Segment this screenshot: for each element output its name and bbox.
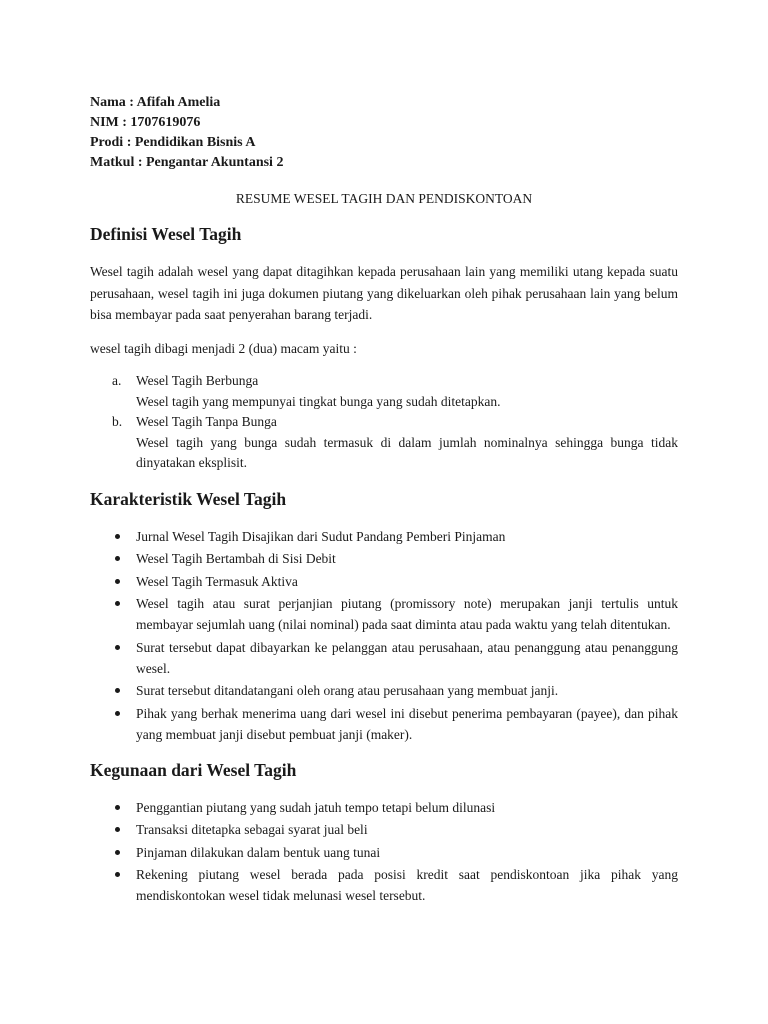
list-item-text: Wesel Tagih Termasuk Aktiva: [136, 573, 298, 589]
bullet-icon: [115, 601, 120, 606]
definisi-paragraph: Wesel tagih adalah wesel yang dapat ditagihkan kepada perusahaan lain yang memiliki utang kepada suatu perusahaan, wesel tagih ini juga dokumen piutang yang dikeluarkan oleh pihak perusahaan lain yang belum bisa membayar pada saat penyerahan barang terjadi.: [90, 264, 678, 322]
list-marker: a.: [112, 373, 122, 388]
list-marker: b.: [112, 414, 123, 429]
list-item-text: Rekening piutang wesel berada pada posisi kredit saat pendiskontoan jika pihak yang mendiskontokan wesel tidak melunasi wesel tersebut.: [136, 867, 678, 903]
type-description: Wesel tagih yang mempunyai tingkat bunga yang sudah ditetapkan.: [136, 393, 501, 409]
list-item: [90, 797, 678, 818]
list-item-text: Penggantian piutang yang sudah jatuh tempo tetapi belum dilunasi: [136, 799, 496, 815]
list-item: [90, 412, 678, 474]
list-item: [90, 864, 678, 906]
student-matkul: Matkul : Pengantar Akuntansi 2: [90, 155, 284, 170]
student-nim: NIM : 1707619076: [90, 115, 201, 130]
section-heading-definisi: Definisi Wesel Tagih: [90, 224, 242, 244]
definisi-intro: wesel tagih dibagi menjadi 2 (dua) macam yaitu :: [90, 340, 357, 356]
list-item: [90, 371, 678, 412]
list-item: [90, 842, 678, 863]
section-heading-karakteristik: Karakteristik Wesel Tagih: [90, 488, 287, 509]
list-item: [90, 637, 678, 679]
type-description: Wesel tagih yang bunga sudah termasuk di dalam jumlah nominalnya sehingga bunga tidak dinyatakan eksplisit.: [136, 434, 678, 470]
kegunaan-list: [90, 797, 678, 907]
list-item: [90, 680, 678, 701]
bullet-icon: [115, 872, 120, 877]
karakteristik-list: [90, 526, 678, 745]
list-item-text: Surat tersebut ditandatangani oleh orang atau perusahaan yang membuat janji.: [136, 683, 559, 698]
list-item-text: Wesel Tagih Bertambah di Sisi Debit: [136, 551, 336, 566]
list-item-text: Wesel tagih atau surat perjanjian piutang (promissory note) merupakan janji tertulis untuk membayar sejumlah uang (nilai nominal) pada saat diminta atau pada waktu yang telah ditentukan.: [136, 596, 678, 632]
document-body: [90, 93, 678, 908]
student-prodi: Prodi : Pendidikan Bisnis A: [90, 135, 256, 150]
bullet-icon: [115, 805, 120, 810]
wesel-types-list: [90, 371, 678, 474]
list-item-text: Pinjaman dilakukan dalam bentuk uang tunai: [136, 844, 381, 860]
section-heading-kegunaan: Kegunaan dari Wesel Tagih: [90, 759, 297, 780]
student-info: [90, 93, 678, 173]
list-item: [90, 819, 678, 840]
list-item: [90, 703, 678, 745]
list-item: [90, 548, 678, 569]
bullet-icon: [115, 534, 120, 539]
student-name: Nama : Afifah Amelia: [90, 95, 221, 110]
type-title: Wesel Tagih Tanpa Bunga: [136, 414, 277, 429]
list-item-text: Surat tersebut dapat dibayarkan ke pelanggan atau perusahaan, atau penanggung atau penanggung wesel.: [136, 639, 678, 676]
document-title: RESUME WESEL TAGIH DAN PENDISKONTOAN: [235, 191, 533, 206]
list-item: [90, 526, 678, 547]
list-item-text: Pihak yang berhak menerima uang dari wesel ini disebut penerima pembayaran (payee), dan pihak yang membuat janji disebut pembuat janji (maker).: [136, 705, 678, 742]
list-item-text: Jurnal Wesel Tagih Disajikan dari Sudut Pandang Pemberi Pinjaman: [136, 528, 506, 544]
bullet-icon: [115, 850, 120, 855]
bullet-icon: [115, 579, 120, 584]
bullet-icon: [115, 711, 120, 716]
list-item: [90, 593, 678, 635]
type-title: Wesel Tagih Berbunga: [136, 373, 259, 388]
list-item-text: Transaksi ditetapka sebagai syarat jual beli: [136, 822, 368, 837]
bullet-icon: [115, 688, 120, 693]
list-item: [90, 571, 678, 592]
bullet-icon: [115, 556, 120, 561]
bullet-icon: [115, 827, 120, 832]
bullet-icon: [115, 645, 120, 650]
